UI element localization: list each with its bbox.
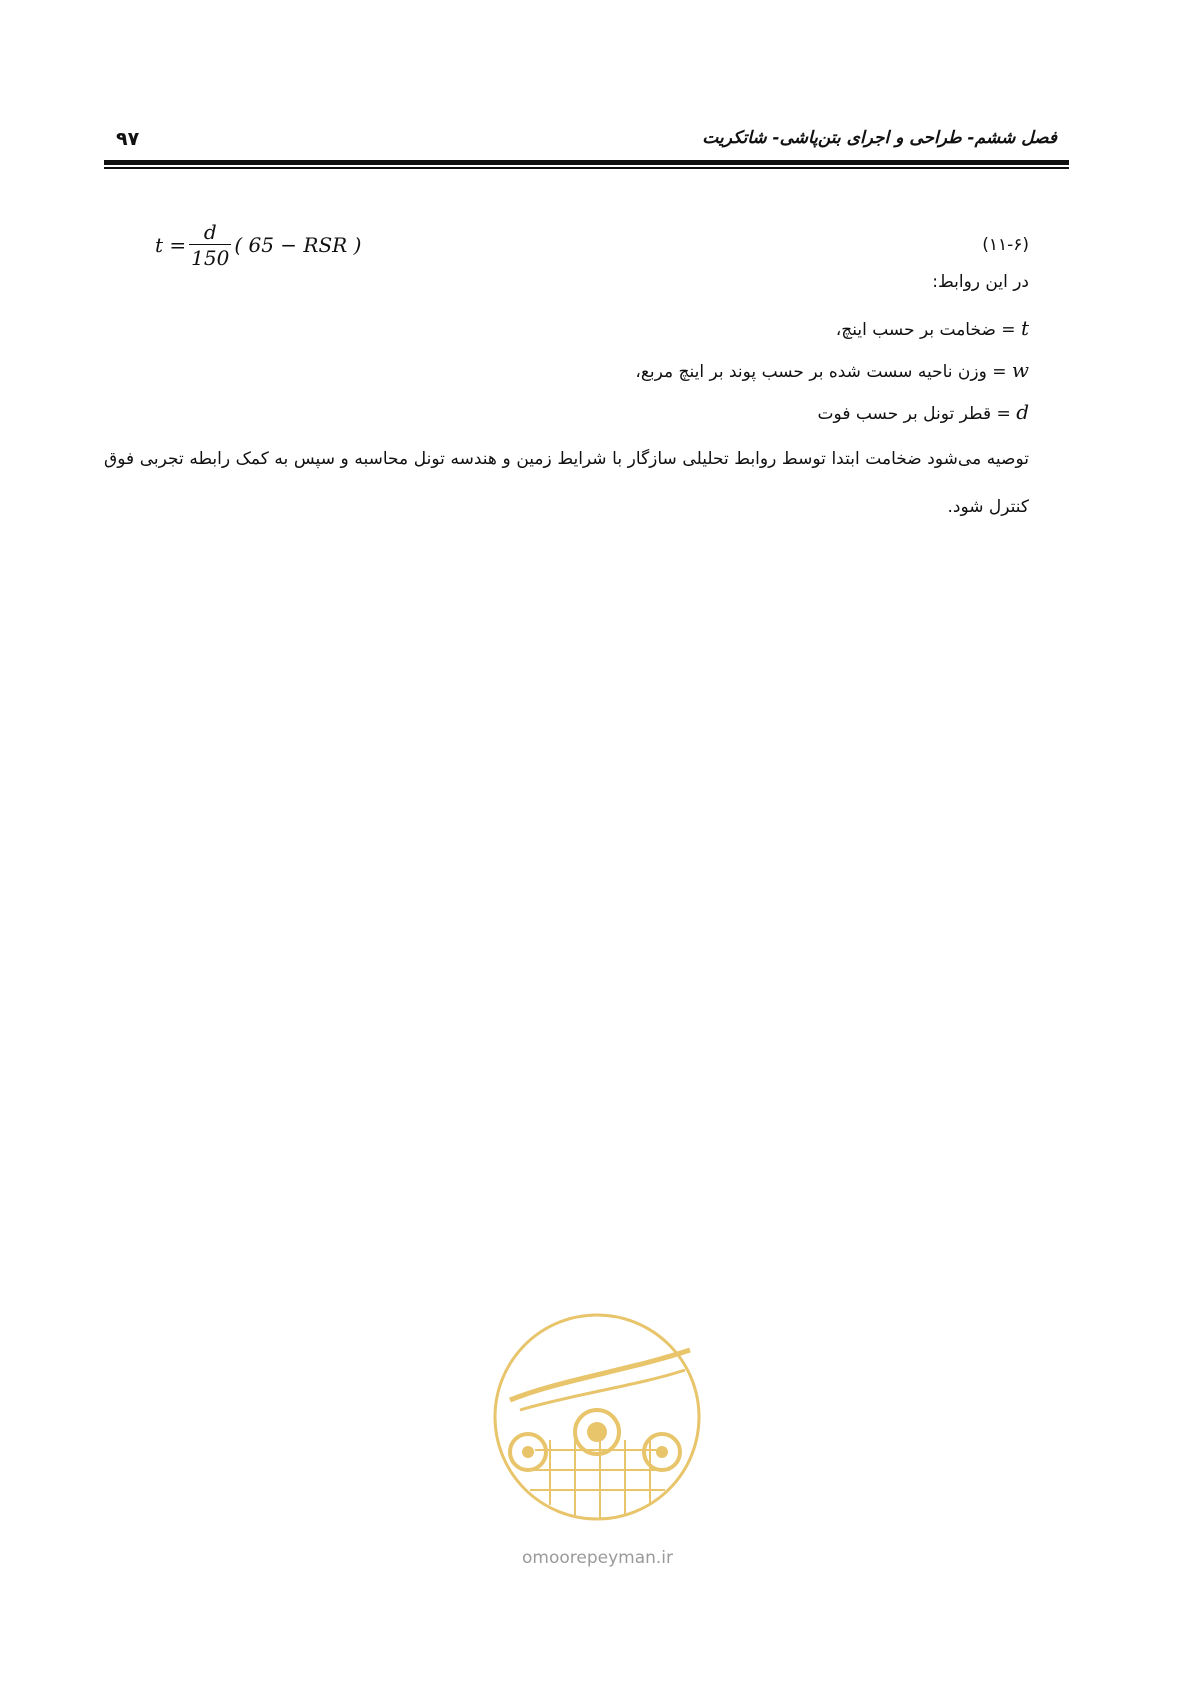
definition-w: [635, 358, 1029, 382]
equation-number: (۱۱-۶): [982, 235, 1029, 255]
header-rule-thick: [104, 160, 1069, 165]
definition-text: = وزن ناحیه سست شده بر حسب پوند بر اینچ مربع،: [635, 362, 1007, 382]
watermark-logo: [490, 1310, 705, 1525]
definition-symbol: w: [1011, 358, 1029, 382]
equation-lhs: t =: [155, 233, 187, 257]
equation-fraction: [189, 220, 231, 271]
definitions-intro: در این روابط:: [932, 272, 1029, 292]
definition-text: = ضخامت بر حسب اینچ،: [835, 320, 1016, 340]
page-number: ۹۷: [116, 128, 140, 150]
definition-symbol: t: [1020, 316, 1029, 340]
equation: [155, 215, 361, 275]
body-paragraph: توصیه می‌شود ضخامت ابتدا توسط روابط تحلیلی سازگار با شرایط زمین و هندسه تونل محاسبه و سپس به کمک رابطه تجربی فوق کنترل شود.: [104, 449, 1029, 517]
definition-text: = قطر تونل بر حسب فوت: [817, 404, 1011, 424]
definition-t: [836, 316, 1029, 340]
definition-d: [818, 400, 1029, 424]
watermark-url: omoorepeyman.ir: [521, 1548, 674, 1568]
equation-denominator: 150: [191, 245, 230, 270]
chapter-title: فصل ششم- طراحی و اجرای بتن‌پاشی- شاتکریت: [702, 128, 1057, 148]
equation-numerator: d: [203, 219, 217, 244]
definition-symbol: d: [1016, 400, 1029, 424]
header-rule-thin: [104, 167, 1069, 169]
equation-rhs: ( 65 − RSR ): [234, 233, 362, 257]
